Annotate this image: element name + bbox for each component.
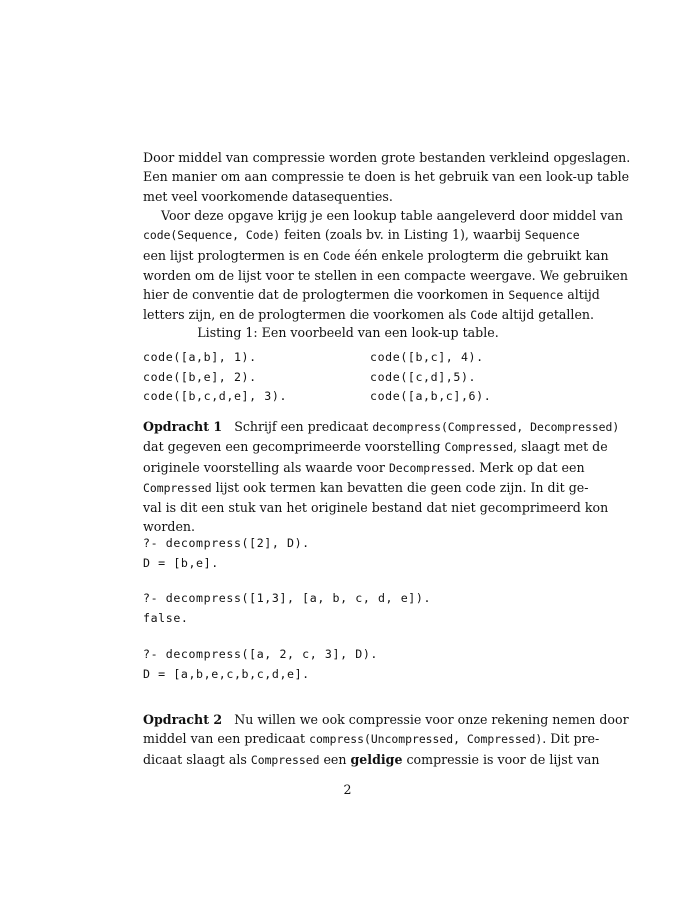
page-number: 2 <box>343 782 352 797</box>
inline-code: Compressed <box>143 480 212 495</box>
text-span: lijst ook termen kan bevatten die geen code zijn. In dit ge- <box>211 479 589 495</box>
opdracht-2-heading: Opdracht 2 <box>143 712 223 727</box>
text-span: originele voorstelling als waarde voor <box>143 459 389 475</box>
text-line <box>143 478 589 498</box>
query-example <box>143 645 378 684</box>
listing-cell: code([a,b,c],6). <box>370 389 492 404</box>
text-line: worden. <box>143 519 196 535</box>
listing-caption: Listing 1: Een voorbeeld van een look-up table. <box>197 325 499 340</box>
opdracht-1-paragraph <box>143 417 620 537</box>
opdracht-2-paragraph <box>143 710 629 770</box>
query-line: ?- decompress([1,3], [a, b, c, d, e]). <box>143 591 432 605</box>
text-line <box>143 729 600 749</box>
text-span: hier de conventie dat de prologtermen die voorkomen in <box>143 287 509 303</box>
intro-paragraph <box>143 148 631 206</box>
text-line: Door middel van compressie worden grote bestanden verkleind opgeslagen. <box>143 150 631 165</box>
inline-code: compress(Uncompressed, Compressed) <box>309 732 543 747</box>
query-line: ?- decompress([2], D). <box>143 536 310 550</box>
listing-cell: code([b,c], 4). <box>370 350 484 364</box>
emphasis: geldige <box>350 751 403 767</box>
text-line <box>143 225 580 245</box>
text-line <box>143 750 600 770</box>
text-line: Voor deze opgave krijg je een lookup table aangeleverd door middel van <box>161 208 623 223</box>
text-span: dicaat slaagt als <box>143 751 251 767</box>
text-span: feiten (zoals bv. in Listing 1), waarbij <box>280 227 525 243</box>
text-line <box>143 305 595 325</box>
inline-code: Code <box>322 248 351 263</box>
text-span: Nu willen we ook compressie voor onze rekening nemen door <box>234 712 629 727</box>
text-line <box>143 246 609 266</box>
listing-row <box>143 368 563 388</box>
listing-cell: code([b,c,d,e], 3). <box>143 389 288 404</box>
inline-code: Code <box>470 308 498 323</box>
text-span: middel van een predicaat <box>143 731 310 747</box>
query-result: false. <box>143 610 189 625</box>
text-line: worden om de lijst voor te stellen in een compacte weergave. We gebruiken <box>143 267 628 283</box>
listing-cell: code([c,d],5). <box>370 369 477 384</box>
text-span: een <box>319 751 351 767</box>
inline-code: decompress(Compressed, Decompressed) <box>372 420 620 434</box>
listing-cell: code([b,e], 2). <box>143 369 257 384</box>
text-span: . Merk op dat een <box>471 459 585 475</box>
listing-row <box>143 387 563 407</box>
text-line <box>143 285 600 305</box>
inline-code: Decompressed <box>388 460 472 475</box>
text-line: val is dit een stuk van het originele bestand dat niet gecomprimeerd kon <box>143 500 609 516</box>
inline-code: code(Sequence, Code) <box>143 228 281 243</box>
text-line <box>143 417 620 437</box>
code-listing <box>143 348 563 407</box>
text-line: Een manier om aan compressie te doen is het gebruik van een look-up table <box>143 169 630 185</box>
query-result: D = [b,e]. <box>143 555 219 570</box>
listing-cell: code([a,b], 1). <box>143 350 257 364</box>
query-example <box>143 534 310 573</box>
text-line <box>143 710 629 729</box>
text-span: één enkele prologterm die gebruikt kan <box>350 247 609 263</box>
text-line: met veel voorkomende datasequenties. <box>143 188 393 204</box>
inline-code: Compressed <box>444 440 514 455</box>
inline-code: Sequence <box>524 228 580 243</box>
text-span: letters zijn, en de prologtermen die voorkomen als <box>143 307 471 323</box>
text-span: dat gegeven een gecomprimeerde voorstelling <box>143 439 445 455</box>
text-span: altijd <box>563 287 600 303</box>
inline-code: Sequence <box>508 288 564 303</box>
text-span: altijd getallen. <box>497 307 595 323</box>
query-example <box>143 589 431 628</box>
inline-code: Compressed <box>250 752 320 767</box>
text-line <box>143 458 585 478</box>
text-span: , slaagt met de <box>513 439 608 455</box>
text-line <box>143 437 608 457</box>
query-result: D = [a,b,e,c,b,c,d,e]. <box>143 666 310 681</box>
listing-row <box>143 348 563 368</box>
text-span: een lijst prologtermen is en <box>143 247 323 263</box>
query-line: ?- decompress([a, 2, c, 3], D). <box>143 647 378 661</box>
lookup-paragraph <box>143 206 628 326</box>
text-span: . Dit pre- <box>542 731 600 747</box>
opdracht-1-heading: Opdracht 1 <box>143 419 223 434</box>
text-span: Schrijf een predicaat <box>234 419 373 434</box>
text-span: compressie is voor de lijst van <box>402 751 600 767</box>
